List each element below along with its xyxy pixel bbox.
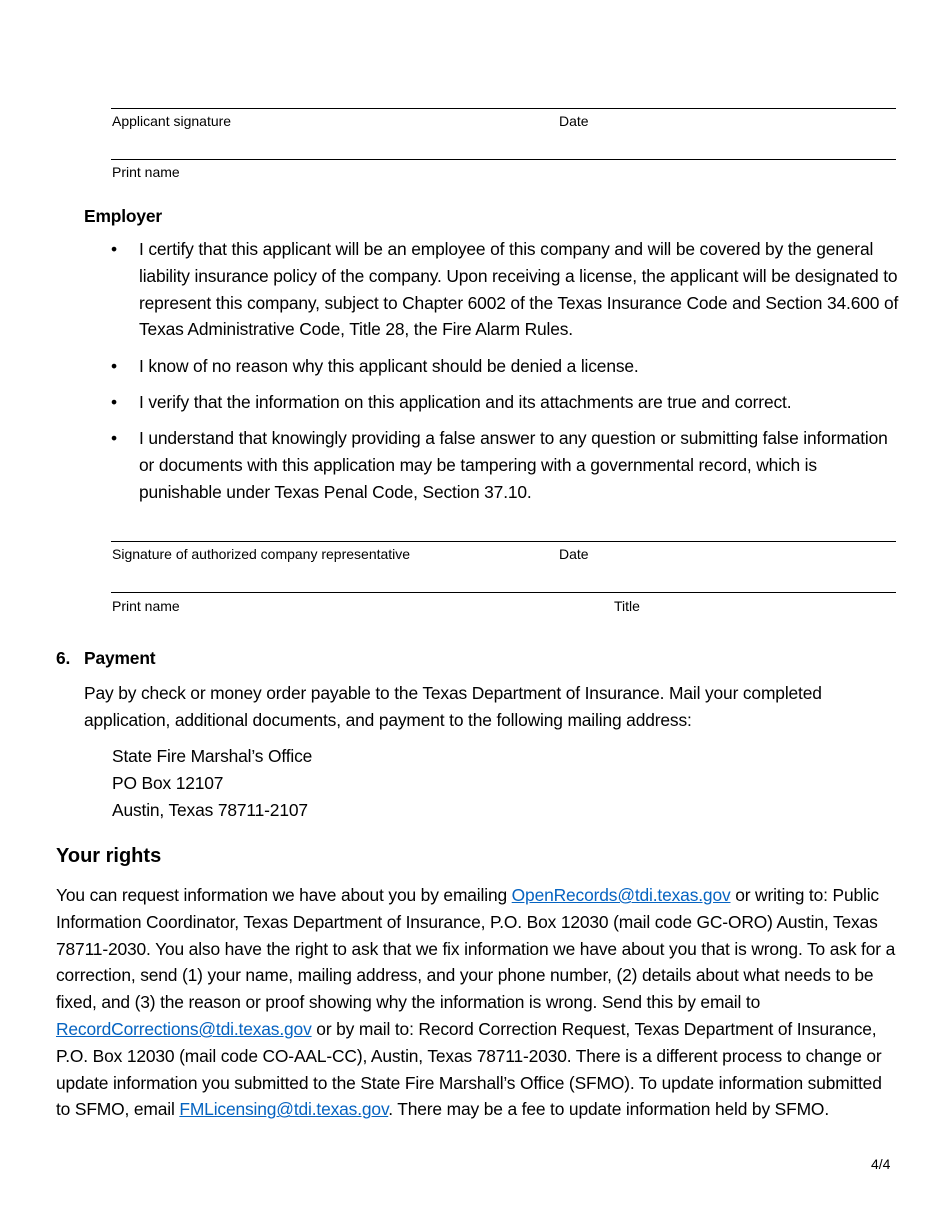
employer-signature-label: Signature of authorized company representative [112,546,411,562]
bullet-text: I understand that knowingly providing a false answer to any question or submitting false information or documents with this application may be tampering with a governmental record, which is punishable under Texas Penal Code, Section 37.10. [139,428,888,502]
bullet-text: I certify that this applicant will be an employee of this company and will be covered by the general liability insurance policy of the company. Upon receiving a license, the applicant will be designated to represent this company, subject to Chapter 6002 of the Texas Insurance Code and Section 34.600 of Texas Administrative Code, Title 28, the Fire Alarm Rules. [139,239,899,340]
bullet-icon: • [111,239,117,259]
list-item [111,389,901,416]
applicant-print-name-label: Print name [112,164,180,180]
rights-text-3: or by mail to: Record Correction Request, Texas Department of Insurance, P.O. Box 12030 (mail code CO-AAL-CC), Austin, Texas 78711-2030. There is a different process to change or update information you submitted to the State Fire Marshall’s Office (SFMO). To update information submitted to SFMO, email [56,1018,882,1120]
payment-instructions: Pay by check or money order payable to the Texas Department of Insurance. Mail your completed application, additional documents, and payment to the following mailing address: [84,683,822,730]
list-item [111,425,901,505]
bullet-text: I verify that the information on this application and its attachments are true and correct. [139,391,792,412]
bullet-icon: • [111,428,117,449]
bullet-icon: • [111,391,117,412]
record-corrections-email-link[interactable]: RecordCorrections@tdi.texas.gov [56,1018,312,1039]
address-line-1: State Fire Marshal’s Office [112,746,313,766]
employer-certification-list [111,236,901,515]
payment-heading: Payment [84,648,156,668]
employer-signature-line [111,541,896,542]
address-line-3: Austin, Texas 78711-2107 [112,799,308,820]
employer-title-label: Title [614,598,640,614]
rights-text-4: . There may be a fee to update information held by SFMO. [388,1099,829,1120]
employer-print-name-label: Print name [112,598,180,614]
bullet-icon: • [111,355,117,376]
payment-section-number: 6. [56,648,71,668]
list-item [111,236,901,343]
bullet-text: I know of no reason why this applicant should be denied a license. [139,355,639,376]
open-records-email-link[interactable]: OpenRecords@tdi.texas.gov [511,885,731,905]
your-rights-text [56,882,896,1123]
rights-text-1: You can request information we have about you by emailing [56,885,512,905]
page-number: 4/4 [871,1156,891,1172]
applicant-signature-line [111,108,896,109]
address-line-2: PO Box 12107 [112,772,224,793]
employer-heading: Employer [84,206,163,226]
applicant-print-name-line [111,159,896,160]
applicant-date-label: Date [559,113,589,129]
employer-date-label: Date [559,546,589,562]
employer-print-name-line [111,592,896,593]
applicant-signature-label: Applicant signature [112,113,232,129]
your-rights-heading: Your rights [56,845,162,867]
list-item [111,353,901,380]
mailing-address [112,743,312,823]
rights-text-2: or writing to: Public Information Coordinator, Texas Department of Insurance, P.O. Box 12030 (mail code GC-ORO) Austin, Texas 78711-2030. You also have the right to ask that we fix information we have about you that is wrong. To ask for a correction, send (1) your name, mailing address, and your phone number, (2) details about what needs to be fixed, and (3) the reason or proof showing why the information is wrong. Send this by email to [56,885,896,1013]
fm-licensing-email-link[interactable]: FMLicensing@tdi.texas.gov [179,1099,389,1120]
